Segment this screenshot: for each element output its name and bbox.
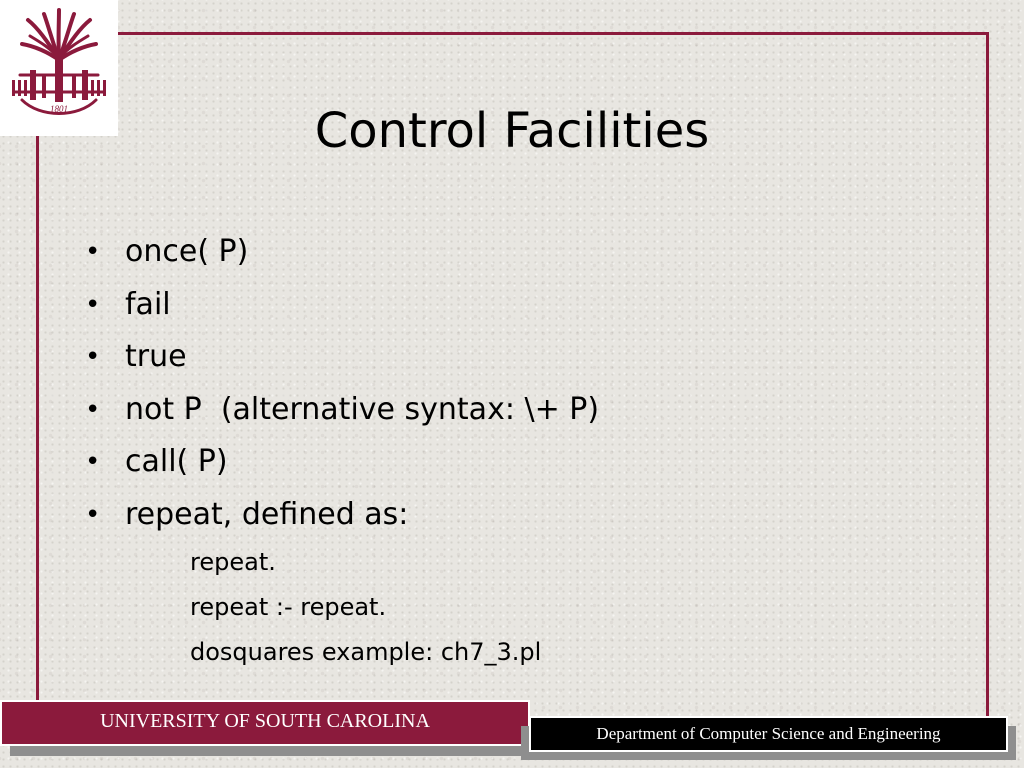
bullet-list — [85, 226, 599, 541]
department-name: Department of Computer Science and Engineering — [596, 724, 941, 743]
bullet-dot-icon: • — [85, 237, 101, 267]
bullet-dot-icon: • — [85, 394, 101, 425]
sub-line: dosquares example: ch7_3.pl — [190, 638, 542, 666]
bullet-text: not P (alternative syntax: \+ P) — [125, 391, 600, 427]
bullet-item — [85, 226, 599, 279]
sub-line-list — [190, 540, 541, 675]
bullet-text: repeat, defined as: — [125, 496, 409, 532]
bullet-text: fail — [125, 286, 171, 322]
bullet-item — [85, 436, 599, 489]
bullet-text: true — [125, 339, 187, 374]
bullet-dot-icon: • — [85, 342, 101, 372]
bullet-text: once( P) — [125, 234, 249, 269]
bullet-text: call( P) — [125, 444, 228, 479]
svg-text:1801: 1801 — [50, 104, 68, 114]
university-name: UNIVERSITY OF SOUTH CAROLINA — [100, 710, 430, 732]
bullet-item — [85, 489, 599, 542]
sub-line: repeat :- repeat. — [190, 593, 387, 621]
bullet-dot-icon: • — [85, 447, 101, 477]
slide-title: Control Facilities — [314, 103, 710, 159]
bullet-dot-icon: • — [85, 499, 101, 530]
bullet-dot-icon: • — [85, 289, 101, 320]
university-band — [0, 700, 530, 746]
sub-line: repeat. — [190, 548, 276, 576]
bullet-item — [85, 331, 599, 384]
bullet-item — [85, 384, 599, 437]
bullet-item — [85, 279, 599, 332]
department-band — [529, 716, 1008, 752]
